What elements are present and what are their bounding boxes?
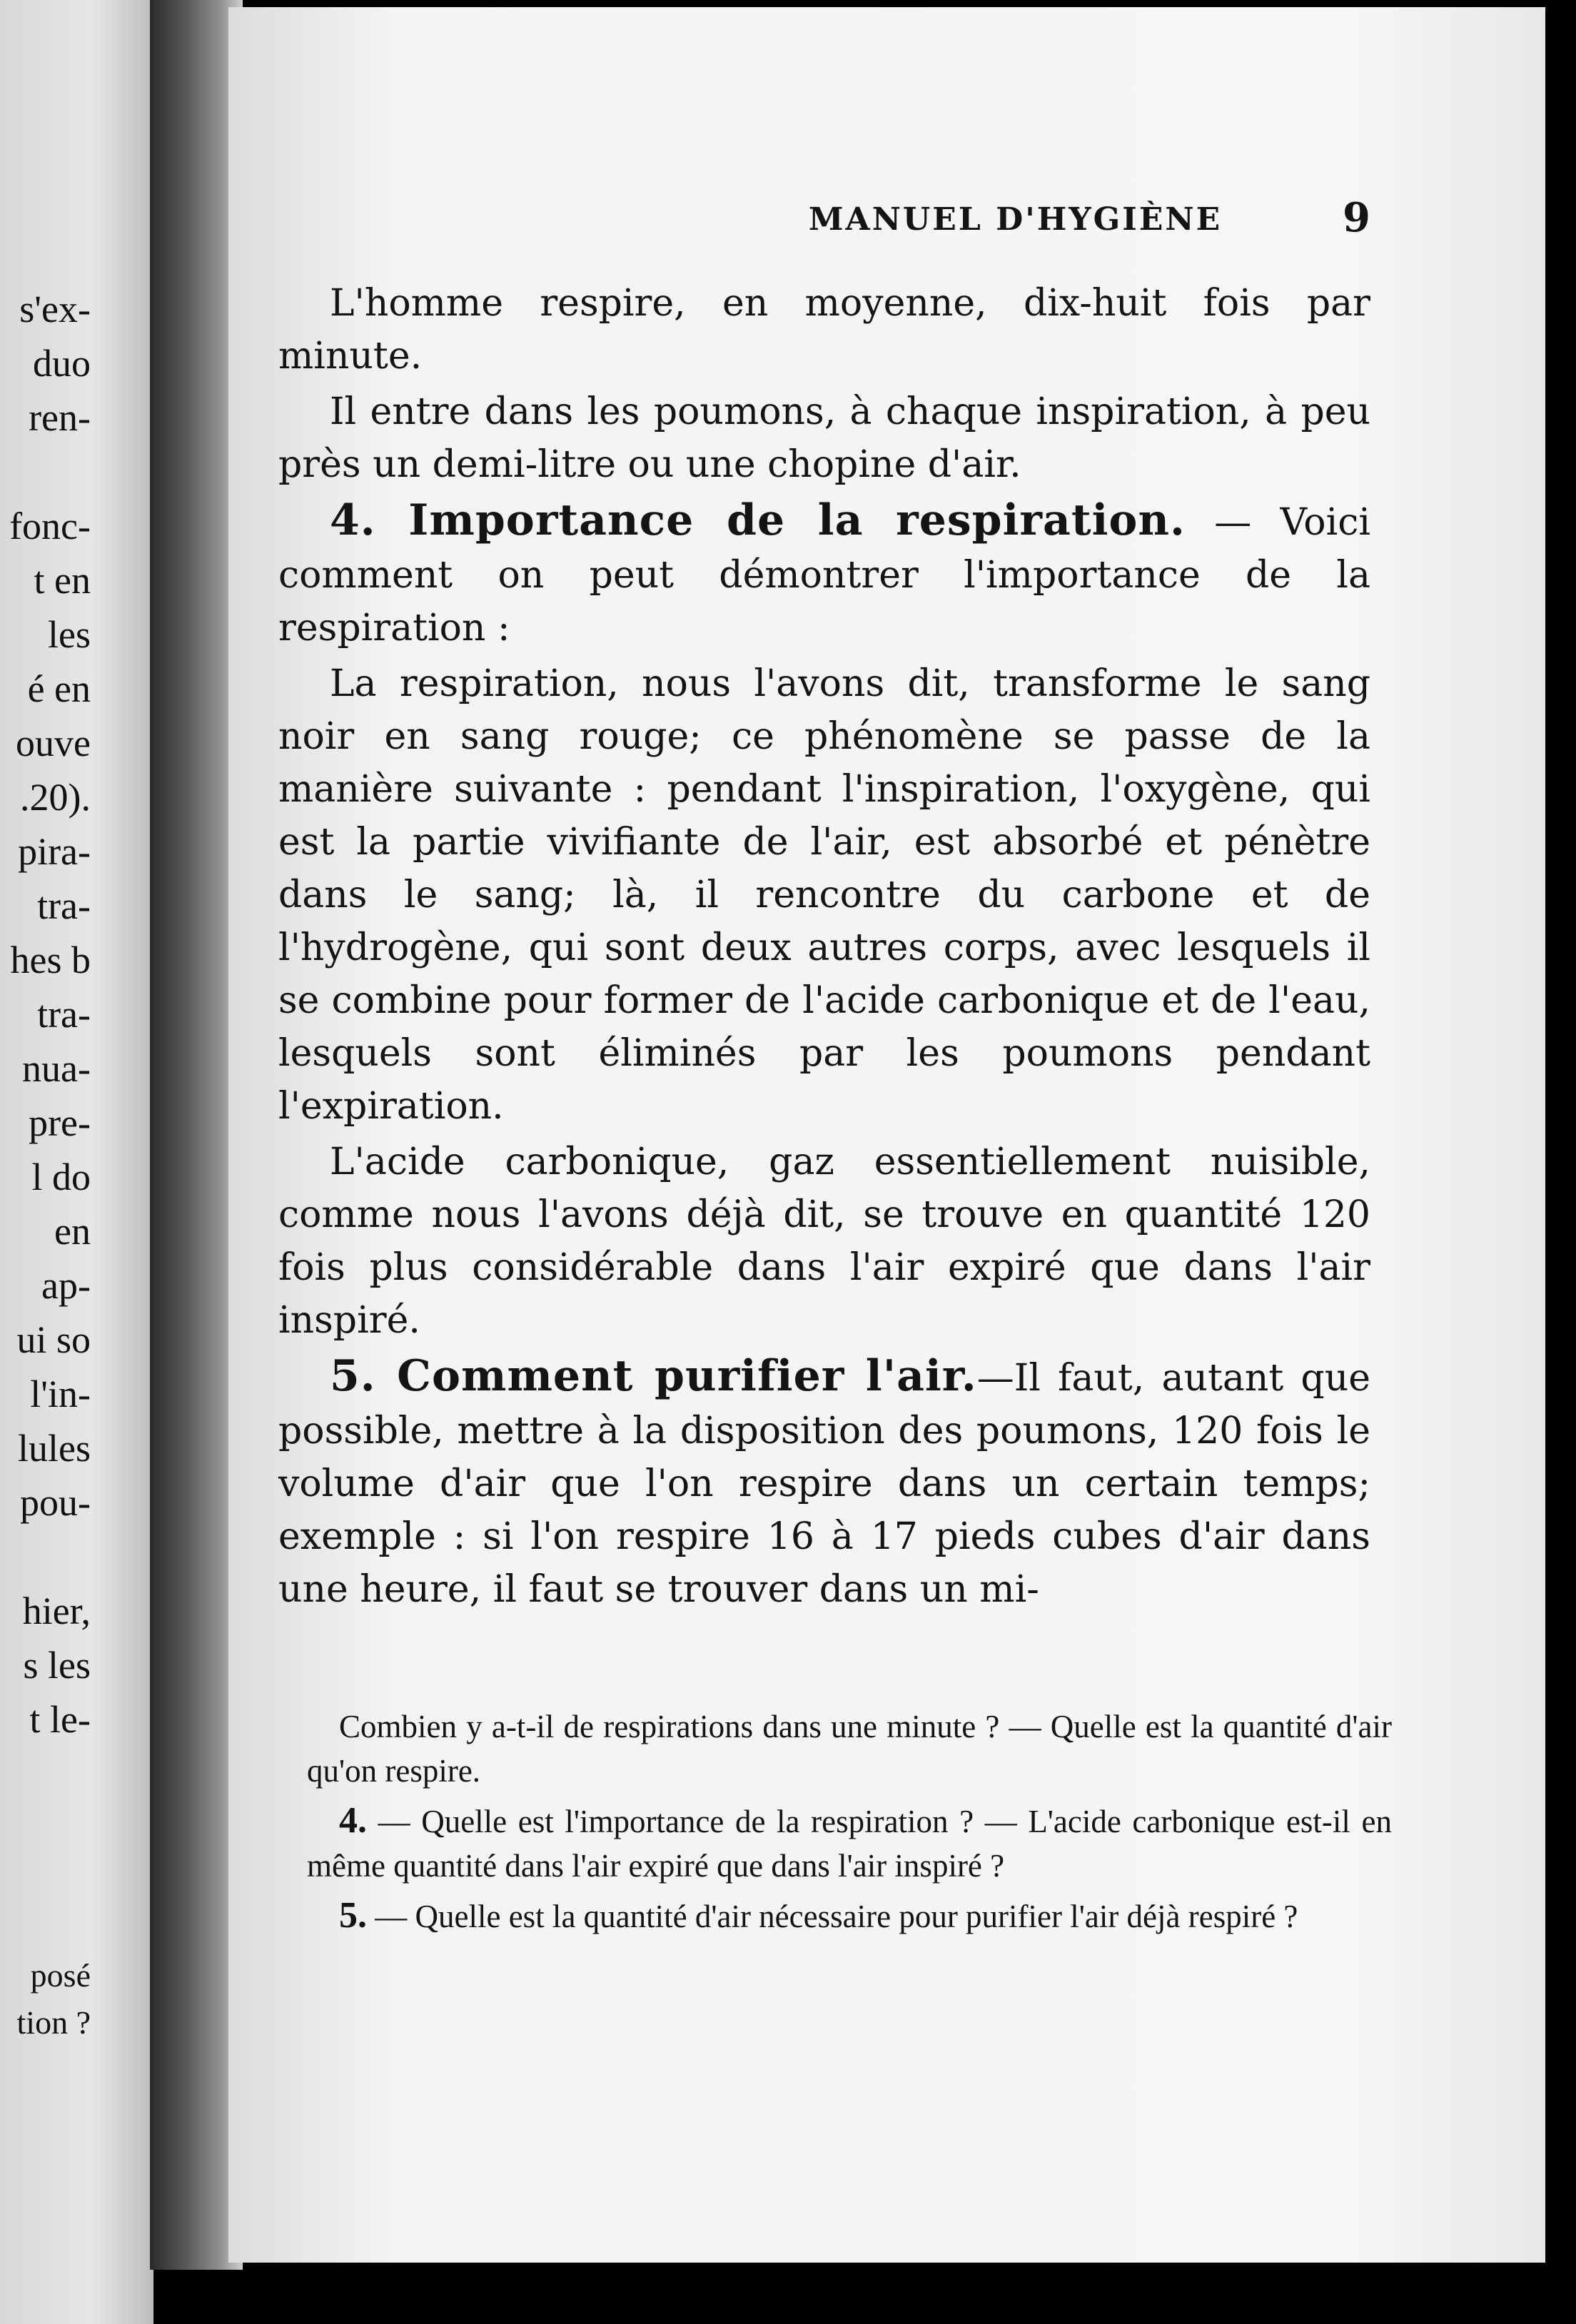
running-title: MANUEL D'HYGIÈNE xyxy=(808,201,1223,238)
paragraph: Il entre dans les poumons, à chaque inspiration, à peu près un demi-litre ou une chopine d'air. xyxy=(278,390,1370,486)
left-page-line: pou- xyxy=(20,1481,91,1524)
left-facing-page xyxy=(0,0,153,2324)
left-page-text-fragments xyxy=(9,282,91,1747)
left-page-line: lules xyxy=(18,1427,91,1470)
left-page-line xyxy=(9,445,91,499)
left-page-line: nua- xyxy=(22,1047,91,1090)
section-heading: 4. Importance de la respiration. xyxy=(330,495,1186,545)
left-page-line: t le- xyxy=(29,1698,91,1741)
review-questions xyxy=(307,1704,1392,1944)
left-page-line: é en xyxy=(27,667,91,710)
left-page-line: .20). xyxy=(20,776,91,819)
paragraph: L'acide carbonique, gaz essentiellement nuisible, comme nous l'avons déjà dit, se trouve en quantité 120 fois plus considérable dans l'air expiré que dans l'air inspiré. xyxy=(278,1141,1370,1342)
left-page-line: ui so xyxy=(16,1318,91,1361)
left-page-line: ren- xyxy=(29,396,91,439)
left-page-footnote-line: tion ? xyxy=(16,2004,91,2041)
question-number: 5. xyxy=(339,1895,367,1936)
paragraph: L'homme respire, en moyenne, dix-huit fois par minute. xyxy=(278,282,1370,378)
section-heading: 5. Comment purifier l'air. xyxy=(330,1351,977,1401)
left-page-line: fonc- xyxy=(9,505,91,547)
left-page-line: ap- xyxy=(41,1264,91,1307)
section-5-paragraph: 5. Comment purifier l'air.—Il faut, autant que possible, mettre à la disposition des poumons, 120 fois le volume d'air que l'on respire dans un certain temps; exemple : si l'on respire 16 à 17 pieds cubes d'air dans une heure, il faut se trouver dans un mi- xyxy=(278,1351,1370,1611)
main-text xyxy=(278,277,1370,1616)
question: Combien y a-t-il de respirations dans une minute ? — Quelle est la quantité d'air qu'on respire. xyxy=(307,1709,1392,1789)
section-4-paragraph: 4. Importance de la respiration. — Voici comment on peut démontrer l'importance de la respiration : xyxy=(278,495,1370,650)
left-page-line: les xyxy=(48,613,91,656)
left-page-footnote-fragments xyxy=(17,1952,91,2046)
question-number: 4. xyxy=(339,1800,367,1841)
left-page-line: l'in- xyxy=(30,1373,91,1415)
left-page-line: tra- xyxy=(37,993,91,1036)
left-page-footnote-line: posé xyxy=(30,1957,91,1994)
left-page-line: duo xyxy=(33,342,91,385)
left-page-line: hes b xyxy=(10,939,91,981)
right-page xyxy=(228,7,1545,2263)
page-number: 9 xyxy=(1343,194,1370,241)
left-page-line: s'ex- xyxy=(19,288,91,330)
left-page-line: l do xyxy=(31,1156,91,1198)
left-page-line xyxy=(9,1530,91,1584)
left-page-line: pira- xyxy=(18,830,91,873)
left-page-line: ouve xyxy=(16,722,91,764)
left-page-line: tra- xyxy=(37,884,91,927)
left-page-line: t en xyxy=(34,559,91,602)
left-page-line: hier, xyxy=(22,1590,91,1632)
left-page-line: en xyxy=(54,1210,91,1253)
question: 4. — Quelle est l'importance de la respiration ? — L'acide carbonique est-il en même quantité dans l'air expiré que dans l'air inspiré ? xyxy=(307,1800,1392,1884)
question: 5. — Quelle est la quantité d'air nécessaire pour purifier l'air déjà respiré ? xyxy=(339,1895,1298,1936)
paragraph: La respiration, nous l'avons dit, transforme le sang noir en sang rouge; ce phénomène se passe de la manière suivante : pendant l'inspiration, l'oxygène, qui est la partie vivifiante de l'air, est absorbé et pénètre dans le sang; là, il rencontre du carbone et de l'hydrogène, qui sont deux autres corps, avec lesquels il se combine pour former de l'acide carbonique et de l'eau, lesquels sont éliminés par les poumons pendant l'expiration. xyxy=(278,662,1370,1128)
left-page-line: s les xyxy=(23,1644,91,1687)
left-page-line: pre- xyxy=(29,1101,91,1144)
